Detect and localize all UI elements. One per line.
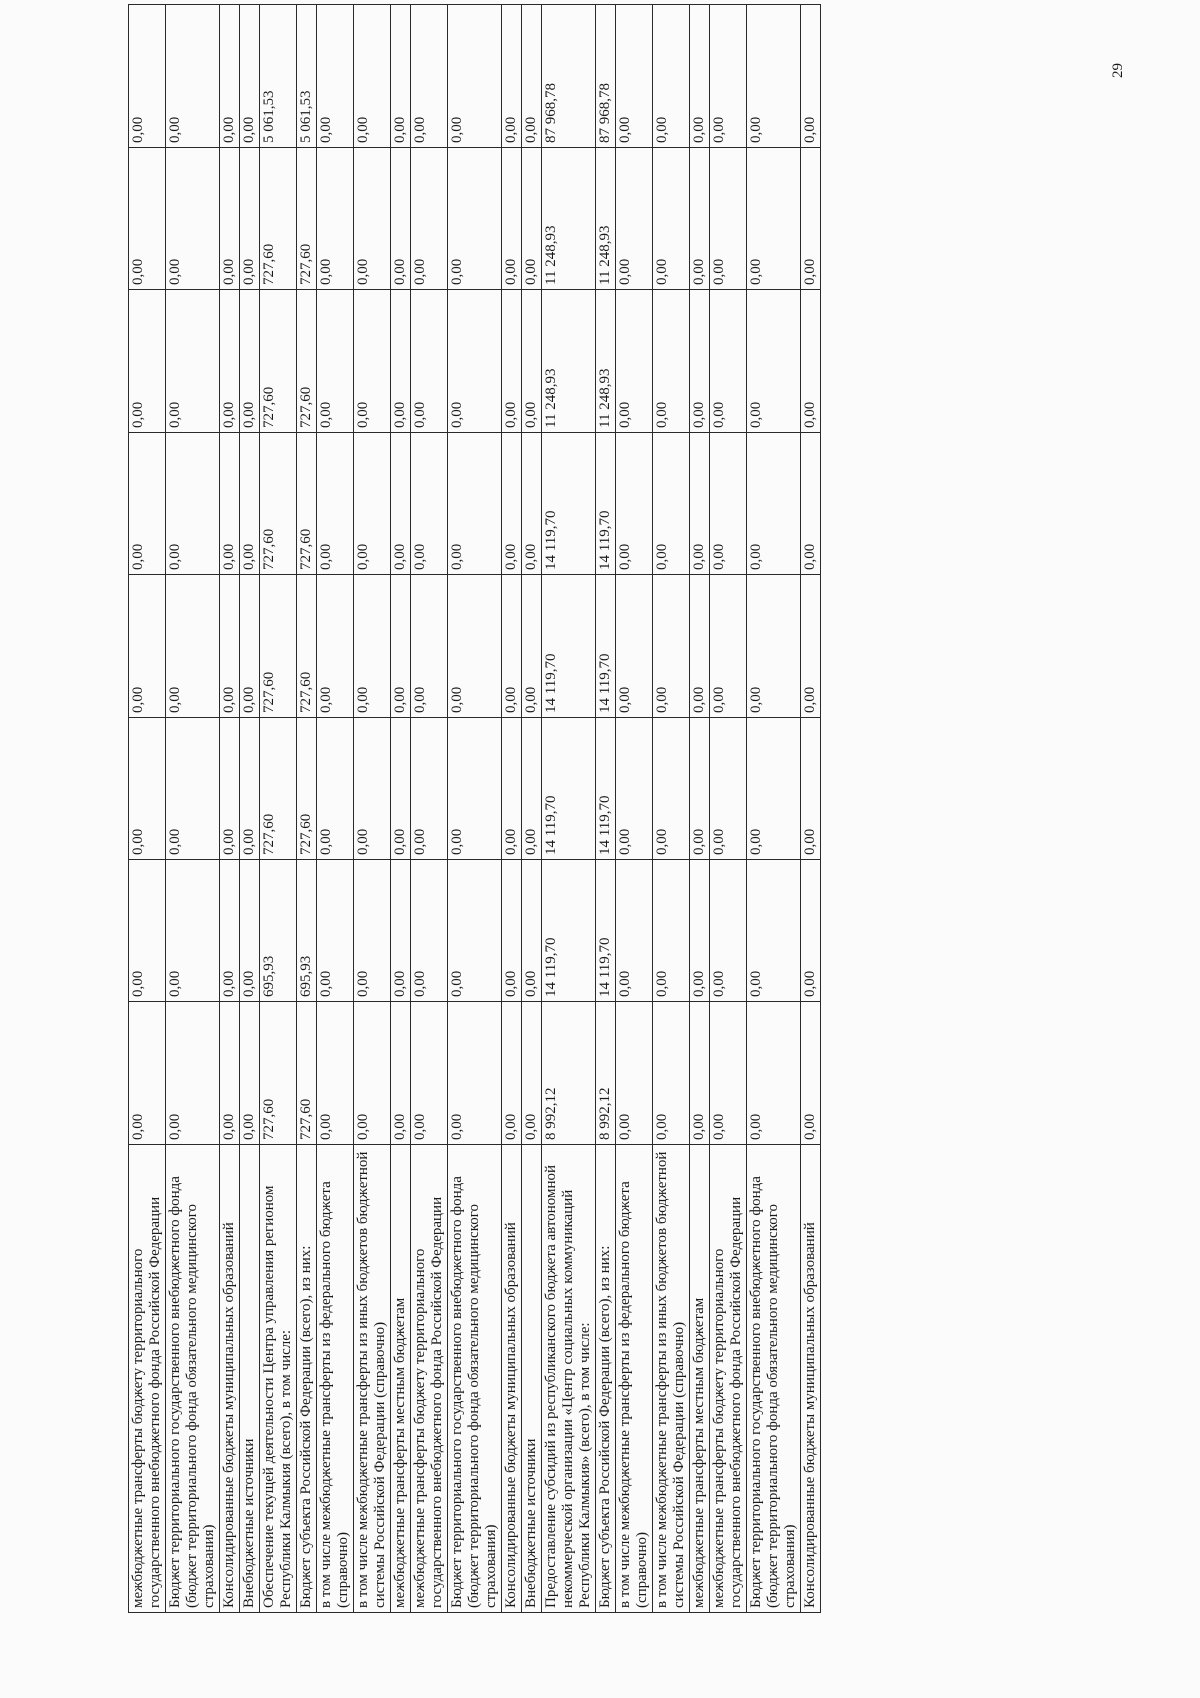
value-cell: 0,00 <box>710 718 747 860</box>
value-cell: 0,00 <box>354 1002 391 1145</box>
value-cell: 0,00 <box>502 433 522 575</box>
table-row <box>710 5 747 1613</box>
row-label: Бюджет территориального государственного внебюджетного фонда (бюджет территориального фонда обязательного медицинского страхования) <box>166 1145 220 1613</box>
value-cell: 0,00 <box>747 575 801 718</box>
value-cell: 0,00 <box>240 860 260 1002</box>
value-cell: 0,00 <box>220 5 240 148</box>
value-cell: 0,00 <box>502 860 522 1002</box>
value-cell: 0,00 <box>354 575 391 718</box>
row-label: в том числе межбюджетные трансферты из иных бюджетов бюджетной системы Российской Федерации (справочно) <box>653 1145 690 1613</box>
value-cell: 727,60 <box>260 290 297 433</box>
row-label: Бюджет субъекта Российской Федерации (всего), из них: <box>596 1145 616 1613</box>
value-cell: 14 119,70 <box>596 860 616 1002</box>
value-cell: 0,00 <box>502 718 522 860</box>
table-row <box>220 5 240 1613</box>
value-cell: 0,00 <box>411 860 448 1002</box>
value-cell: 14 119,70 <box>542 433 596 575</box>
value-cell: 0,00 <box>653 290 690 433</box>
value-cell: 0,00 <box>240 718 260 860</box>
table-row <box>801 5 821 1613</box>
value-cell: 14 119,70 <box>596 433 616 575</box>
row-label: Внебюджетные источники <box>522 1145 542 1613</box>
value-cell: 0,00 <box>354 433 391 575</box>
value-cell: 11 248,93 <box>596 148 616 290</box>
value-cell: 0,00 <box>220 575 240 718</box>
value-cell: 0,00 <box>166 718 220 860</box>
value-cell: 0,00 <box>129 290 166 433</box>
value-cell: 0,00 <box>522 1002 542 1145</box>
value-cell: 0,00 <box>411 1002 448 1145</box>
value-cell: 0,00 <box>710 290 747 433</box>
value-cell: 0,00 <box>220 1002 240 1145</box>
value-cell: 695,93 <box>260 860 297 1002</box>
value-cell: 0,00 <box>653 860 690 1002</box>
value-cell: 0,00 <box>448 5 502 148</box>
row-label: Бюджет территориального государственного внебюджетного фонда (бюджет территориального фонда обязательного медицинского страхования) <box>747 1145 801 1613</box>
value-cell: 0,00 <box>166 433 220 575</box>
table-row <box>297 5 317 1613</box>
value-cell: 0,00 <box>690 1002 710 1145</box>
value-cell: 0,00 <box>690 433 710 575</box>
value-cell: 0,00 <box>391 5 411 148</box>
value-cell: 0,00 <box>240 1002 260 1145</box>
value-cell: 0,00 <box>448 148 502 290</box>
value-cell: 0,00 <box>220 290 240 433</box>
value-cell: 727,60 <box>297 148 317 290</box>
table-body <box>129 5 821 1613</box>
value-cell: 0,00 <box>411 433 448 575</box>
value-cell: 0,00 <box>220 148 240 290</box>
value-cell: 727,60 <box>297 433 317 575</box>
value-cell: 0,00 <box>690 290 710 433</box>
value-cell: 14 119,70 <box>542 718 596 860</box>
value-cell: 0,00 <box>391 718 411 860</box>
value-cell: 0,00 <box>522 575 542 718</box>
value-cell: 0,00 <box>166 290 220 433</box>
value-cell: 0,00 <box>747 290 801 433</box>
value-cell: 0,00 <box>448 290 502 433</box>
value-cell: 0,00 <box>801 290 821 433</box>
table-row <box>411 5 448 1613</box>
table-row <box>448 5 502 1613</box>
row-label: Бюджет субъекта Российской Федерации (всего), из них: <box>297 1145 317 1613</box>
value-cell: 14 119,70 <box>596 575 616 718</box>
value-cell: 0,00 <box>690 575 710 718</box>
value-cell: 0,00 <box>801 148 821 290</box>
value-cell: 0,00 <box>391 148 411 290</box>
value-cell: 0,00 <box>710 860 747 1002</box>
value-cell: 0,00 <box>710 433 747 575</box>
row-label: Консолидированные бюджеты муниципальных образований <box>220 1145 240 1613</box>
value-cell: 0,00 <box>747 433 801 575</box>
value-cell: 0,00 <box>391 575 411 718</box>
value-cell: 0,00 <box>616 860 653 1002</box>
value-cell: 727,60 <box>260 433 297 575</box>
value-cell: 0,00 <box>411 290 448 433</box>
value-cell: 727,60 <box>260 148 297 290</box>
value-cell: 0,00 <box>317 433 354 575</box>
value-cell: 0,00 <box>801 1002 821 1145</box>
value-cell: 0,00 <box>354 5 391 148</box>
value-cell: 0,00 <box>801 5 821 148</box>
value-cell: 0,00 <box>317 575 354 718</box>
value-cell: 0,00 <box>317 290 354 433</box>
value-cell: 0,00 <box>240 5 260 148</box>
value-cell: 0,00 <box>801 575 821 718</box>
value-cell: 0,00 <box>411 718 448 860</box>
value-cell: 0,00 <box>448 433 502 575</box>
value-cell: 0,00 <box>653 148 690 290</box>
value-cell: 0,00 <box>391 290 411 433</box>
value-cell: 727,60 <box>297 718 317 860</box>
value-cell: 0,00 <box>317 718 354 860</box>
value-cell: 0,00 <box>616 1002 653 1145</box>
value-cell: 0,00 <box>522 290 542 433</box>
value-cell: 0,00 <box>129 148 166 290</box>
value-cell: 8 992,12 <box>542 1002 596 1145</box>
value-cell: 0,00 <box>747 1002 801 1145</box>
value-cell: 0,00 <box>391 433 411 575</box>
value-cell: 0,00 <box>129 1002 166 1145</box>
value-cell: 0,00 <box>801 433 821 575</box>
value-cell: 11 248,93 <box>542 148 596 290</box>
table-row <box>596 5 616 1613</box>
value-cell: 0,00 <box>616 5 653 148</box>
value-cell: 0,00 <box>317 1002 354 1145</box>
value-cell: 0,00 <box>354 290 391 433</box>
value-cell: 0,00 <box>448 575 502 718</box>
value-cell: 5 061,53 <box>297 5 317 148</box>
value-cell: 0,00 <box>448 1002 502 1145</box>
value-cell: 0,00 <box>240 148 260 290</box>
value-cell: 0,00 <box>616 290 653 433</box>
value-cell: 0,00 <box>710 5 747 148</box>
value-cell: 0,00 <box>411 148 448 290</box>
row-label: межбюджетные трансферты бюджету территориального государственного внебюджетного фонда Российской Федерации <box>129 1145 166 1613</box>
table-row <box>690 5 710 1613</box>
row-label: межбюджетные трансферты бюджету территориального государственного внебюджетного фонда Российской Федерации <box>710 1145 747 1613</box>
value-cell: 0,00 <box>220 433 240 575</box>
value-cell: 0,00 <box>166 575 220 718</box>
table-row <box>354 5 391 1613</box>
value-cell: 0,00 <box>522 148 542 290</box>
row-label: Внебюджетные источники <box>240 1145 260 1613</box>
value-cell: 0,00 <box>240 290 260 433</box>
value-cell: 0,00 <box>690 148 710 290</box>
value-cell: 0,00 <box>747 860 801 1002</box>
value-cell: 0,00 <box>166 5 220 148</box>
value-cell: 8 992,12 <box>596 1002 616 1145</box>
value-cell: 727,60 <box>260 1002 297 1145</box>
value-cell: 87 968,78 <box>542 5 596 148</box>
value-cell: 0,00 <box>129 433 166 575</box>
page-number: 29 <box>1110 63 1126 78</box>
value-cell: 0,00 <box>448 718 502 860</box>
value-cell: 0,00 <box>653 718 690 860</box>
value-cell: 0,00 <box>801 860 821 1002</box>
row-label: Консолидированные бюджеты муниципальных образований <box>801 1145 821 1613</box>
value-cell: 0,00 <box>616 575 653 718</box>
value-cell: 0,00 <box>129 718 166 860</box>
row-label: межбюджетные трансферты местным бюджетам <box>391 1145 411 1613</box>
table-row <box>502 5 522 1613</box>
value-cell: 0,00 <box>653 1002 690 1145</box>
value-cell: 0,00 <box>747 718 801 860</box>
value-cell: 14 119,70 <box>542 860 596 1002</box>
value-cell: 0,00 <box>616 718 653 860</box>
value-cell: 0,00 <box>616 148 653 290</box>
value-cell: 0,00 <box>653 575 690 718</box>
value-cell: 11 248,93 <box>596 290 616 433</box>
value-cell: 0,00 <box>391 1002 411 1145</box>
value-cell: 727,60 <box>297 575 317 718</box>
table-row <box>240 5 260 1613</box>
table-row <box>653 5 690 1613</box>
value-cell: 0,00 <box>502 575 522 718</box>
value-cell: 0,00 <box>710 1002 747 1145</box>
value-cell: 0,00 <box>502 1002 522 1145</box>
value-cell: 0,00 <box>747 148 801 290</box>
value-cell: 0,00 <box>653 433 690 575</box>
table-row <box>522 5 542 1613</box>
row-label: межбюджетные трансферты местным бюджетам <box>690 1145 710 1613</box>
value-cell: 0,00 <box>354 860 391 1002</box>
value-cell: 727,60 <box>260 718 297 860</box>
value-cell: 0,00 <box>317 5 354 148</box>
row-label: Обеспечение текущей деятельности Центра управления регионом Республики Калмыкия (всего), в том числе: <box>260 1145 297 1613</box>
value-cell: 0,00 <box>690 718 710 860</box>
value-cell: 0,00 <box>240 575 260 718</box>
value-cell: 0,00 <box>354 148 391 290</box>
value-cell: 0,00 <box>522 860 542 1002</box>
value-cell: 14 119,70 <box>542 575 596 718</box>
value-cell: 0,00 <box>653 5 690 148</box>
value-cell: 0,00 <box>747 5 801 148</box>
value-cell: 0,00 <box>220 718 240 860</box>
value-cell: 0,00 <box>240 433 260 575</box>
value-cell: 0,00 <box>411 575 448 718</box>
value-cell: 0,00 <box>522 5 542 148</box>
value-cell: 0,00 <box>502 290 522 433</box>
table-row <box>616 5 653 1613</box>
value-cell: 0,00 <box>690 5 710 148</box>
value-cell: 0,00 <box>448 860 502 1002</box>
value-cell: 727,60 <box>297 1002 317 1145</box>
row-label: межбюджетные трансферты бюджету территориального государственного внебюджетного фонда Российской Федерации <box>411 1145 448 1613</box>
table-row <box>391 5 411 1613</box>
value-cell: 0,00 <box>522 433 542 575</box>
table-row <box>747 5 801 1613</box>
row-label: в том числе межбюджетные трансферты из федерального бюджета (справочно) <box>616 1145 653 1613</box>
table-row <box>542 5 596 1613</box>
value-cell: 11 248,93 <box>542 290 596 433</box>
value-cell: 0,00 <box>522 718 542 860</box>
row-label: Бюджет территориального государственного внебюджетного фонда (бюджет территориального фонда обязательного медицинского страхования) <box>448 1145 502 1613</box>
value-cell: 0,00 <box>129 575 166 718</box>
row-label: Консолидированные бюджеты муниципальных образований <box>502 1145 522 1613</box>
value-cell: 727,60 <box>260 575 297 718</box>
row-label: Предоставление субсидий из республиканского бюджета автономной некоммерческой организации «Центр социальных коммуникаций Республики Калмыкия» (всего), в том числе: <box>542 1145 596 1613</box>
value-cell: 0,00 <box>710 575 747 718</box>
value-cell: 0,00 <box>354 718 391 860</box>
value-cell: 14 119,70 <box>596 718 616 860</box>
value-cell: 0,00 <box>129 860 166 1002</box>
value-cell: 0,00 <box>411 5 448 148</box>
value-cell: 0,00 <box>502 148 522 290</box>
value-cell: 0,00 <box>710 148 747 290</box>
value-cell: 0,00 <box>391 860 411 1002</box>
value-cell: 5 061,53 <box>260 5 297 148</box>
table-row <box>129 5 166 1613</box>
value-cell: 0,00 <box>317 148 354 290</box>
value-cell: 0,00 <box>220 860 240 1002</box>
table-row <box>317 5 354 1613</box>
value-cell: 0,00 <box>801 718 821 860</box>
value-cell: 695,93 <box>297 860 317 1002</box>
value-cell: 0,00 <box>317 860 354 1002</box>
value-cell: 0,00 <box>690 860 710 1002</box>
value-cell: 0,00 <box>129 5 166 148</box>
table-row <box>166 5 220 1613</box>
budget-table <box>128 4 821 1613</box>
value-cell: 0,00 <box>166 1002 220 1145</box>
table-row <box>260 5 297 1613</box>
row-label: в том числе межбюджетные трансферты из иных бюджетов бюджетной системы Российской Федерации (справочно) <box>354 1145 391 1613</box>
value-cell: 0,00 <box>166 860 220 1002</box>
value-cell: 727,60 <box>297 290 317 433</box>
value-cell: 0,00 <box>616 433 653 575</box>
value-cell: 87 968,78 <box>596 5 616 148</box>
value-cell: 0,00 <box>502 5 522 148</box>
row-label: в том числе межбюджетные трансферты из федерального бюджета (справочно) <box>317 1145 354 1613</box>
value-cell: 0,00 <box>166 148 220 290</box>
